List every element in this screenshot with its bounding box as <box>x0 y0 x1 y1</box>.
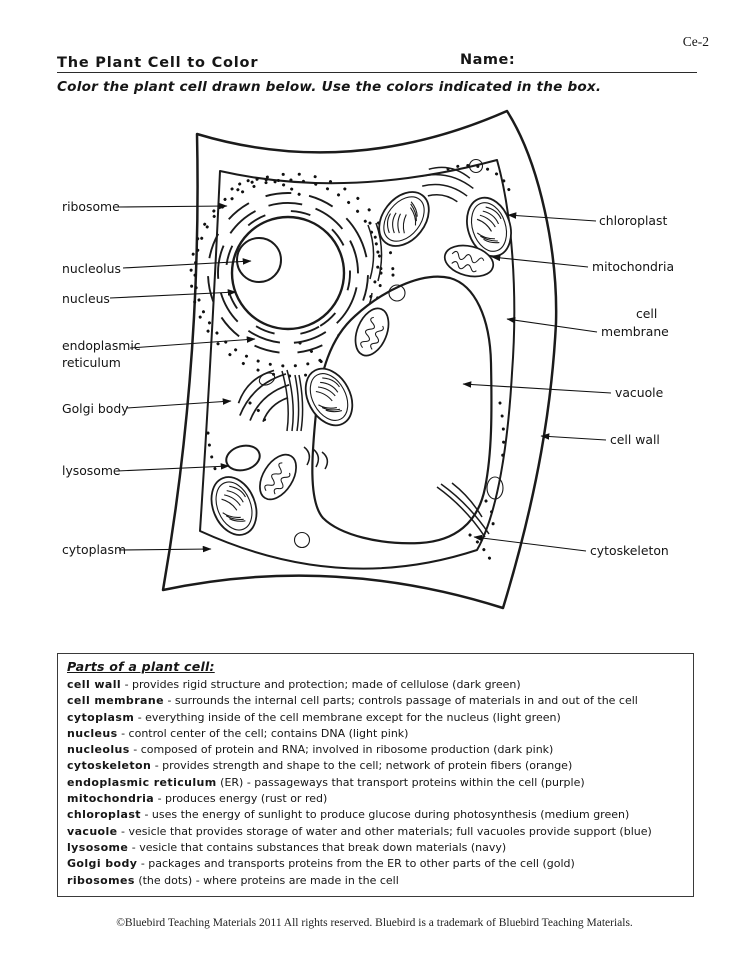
label-cytoskeleton: cytoskeleton <box>590 543 669 558</box>
label-ribosome: ribosome <box>62 199 120 214</box>
term-text: Golgi body <box>67 857 138 871</box>
term-text: cell wall <box>67 678 122 691</box>
footer-text: ©Bluebird Teaching Materials 2011 All rights reserved. Bluebird is a trademark of Bluebird Teaching Materials. <box>116 916 633 929</box>
parts-box-heading: Parts of a plant cell: <box>67 659 215 674</box>
label-cytoplasm: cytoplasm <box>62 542 127 557</box>
definition-text: - provides strength and shape to the cell; network of protein fibers (orange) <box>154 759 573 773</box>
definition-row <box>67 742 684 758</box>
definition-text: - vesicle that contains substances that break down materials (navy) <box>131 840 507 854</box>
plant-cell-diagram <box>0 103 749 643</box>
definition-text: - control center of the cell; contains DNA (light pink) <box>121 726 409 740</box>
definition-row <box>67 807 684 823</box>
term-text: nucleus <box>67 726 118 740</box>
definition-row <box>67 693 684 709</box>
worksheet-title: The Plant Cell to Color <box>57 55 259 71</box>
definition-row <box>67 677 684 693</box>
arrow-cell-wall <box>541 436 606 440</box>
label-cell: cell <box>636 306 658 321</box>
name-label: Name: <box>460 52 516 68</box>
label-reticulum: reticulum <box>62 355 121 370</box>
definition-row <box>67 775 684 791</box>
definition-row <box>67 840 684 856</box>
label-membrane: membrane <box>601 324 669 339</box>
definition-text: - uses the energy of sunlight to produce glucose during photosynthesis (medium green) <box>144 808 630 822</box>
definition-text: (ER) - passageways that transport proteins within the cell (purple) <box>220 775 585 789</box>
label-vacuole: vacuole <box>615 385 664 400</box>
label-mitochondria: mitochondria <box>592 259 675 274</box>
definition-text: - provides rigid structure and protection; made of cellulose (dark green) <box>124 678 521 691</box>
term-text: nucleolus <box>67 743 130 757</box>
definition-row <box>67 726 684 742</box>
definition-row <box>67 791 684 807</box>
term-text: cytoplasm <box>67 710 135 724</box>
definition-row <box>67 824 684 840</box>
definition-row <box>67 856 684 872</box>
nucleolus-shape <box>237 238 281 282</box>
definition-text: - vesicle that provides storage of water and other materials; full vacuoles provide support (blue) <box>121 824 652 838</box>
definition-row <box>67 710 684 726</box>
term-text: lysosome <box>67 840 129 854</box>
definition-text: - everything inside of the cell membrane except for the nucleus (light green) <box>137 710 561 724</box>
definition-text: - composed of protein and RNA; involved in ribosome production (dark pink) <box>133 743 554 757</box>
definition-row <box>67 758 684 774</box>
term-text: cell membrane <box>67 694 164 708</box>
parts-box <box>57 653 694 897</box>
page-code: Ce-2 <box>682 34 709 49</box>
label-chloroplast: chloroplast <box>599 213 668 228</box>
definition-text: - produces energy (rust or red) <box>157 792 328 806</box>
definition-row <box>67 873 684 889</box>
term-text: mitochondria <box>67 792 155 806</box>
definition-text: - packages and transports proteins from the ER to other parts of the cell (gold) <box>140 857 575 871</box>
term-text: cytoskeleton <box>67 759 152 773</box>
definition-text: (the dots) - where proteins are made in the cell <box>138 873 399 887</box>
term-text: chloroplast <box>67 808 141 822</box>
label-lysosome: lysosome <box>62 463 121 478</box>
title-row <box>57 52 697 73</box>
label-golgi-body: Golgi body <box>62 401 129 416</box>
term-text: ribosomes <box>67 873 135 887</box>
instruction-text: Color the plant cell drawn below. Use the colors indicated in the box. <box>57 79 602 95</box>
label-nucleolus: nucleolus <box>62 261 121 276</box>
definition-text: - surrounds the internal cell parts; controls passage of materials in and out of the cell <box>167 694 638 708</box>
label-cell-wall: cell wall <box>610 432 660 447</box>
label-nucleus: nucleus <box>62 291 110 306</box>
term-text: endoplasmic reticulum <box>67 775 217 789</box>
term-text: vacuole <box>67 824 118 838</box>
label-endoplasmic: endoplasmic <box>62 338 141 353</box>
